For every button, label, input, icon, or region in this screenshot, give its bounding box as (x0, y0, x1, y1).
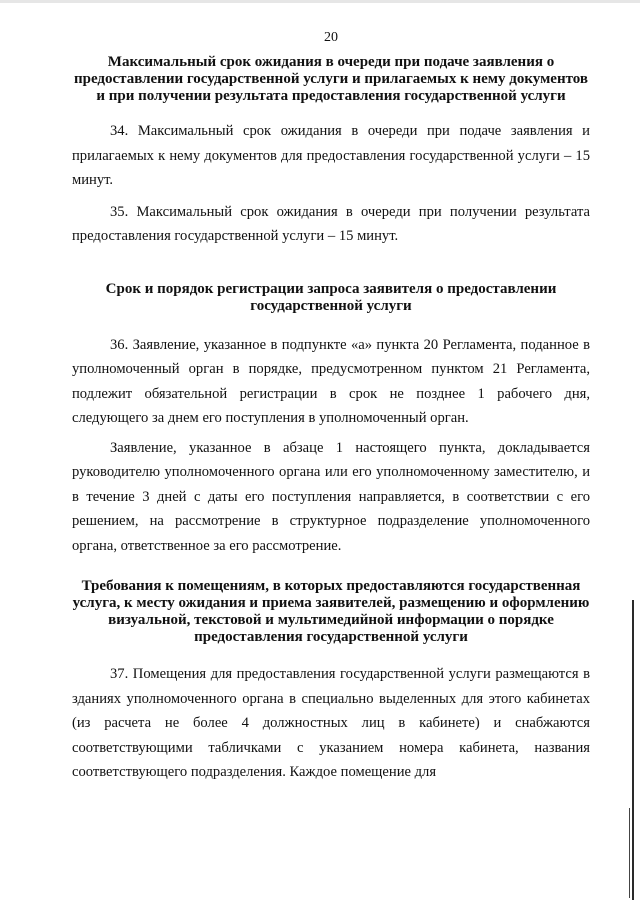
scan-right-edge-mark (629, 808, 630, 898)
section-heading-premises: Требования к помещениям, в которых предоставляются государственная услуга, к месту ожидания и приема заявителей, размещению и оформлению визуальной, текстовой и мультимедийной информации о порядке предоставления государственной услуги (72, 578, 590, 645)
scan-right-edge (632, 600, 634, 900)
section-heading-waiting-time: Максимальный срок ожидания в очереди при подаче заявления о предоставлении государственной услуги и прилагаемых к нему документов и при получении результата предоставления государственной услуги (73, 54, 589, 104)
paragraph-36: 36. Заявление, указанное в подпункте «а» пункта 20 Регламента, поданное в уполномоченный орган в порядке, предусмотренном пунктом 21 Регламента, подлежит обязательной регистрации в срок не позднее 1 рабочего дня, следующего за днем его поступления в уполномоченный орган. (72, 336, 590, 426)
document-page (72, 30, 590, 785)
section-heading-registration: Срок и порядок регистрации запроса заявителя о предоставлении государственной услуги (105, 280, 557, 314)
scan-top-edge (0, 0, 640, 3)
page-number: 20 (324, 30, 338, 45)
paragraph-35: 35. Максимальный срок ожидания в очереди при получении результата предоставления государственной услуги – 15 минут. (72, 203, 590, 244)
paragraph-34: 34. Максимальный срок ожидания в очереди при подаче заявления и прилагаемых к нему документов для предоставления государственной услуги – 15 минут. (72, 123, 590, 188)
paragraph-37: 37. Помещения для предоставления государственной услуги размещаются в зданиях уполномоченного органа в специально выделенных для этого кабинетах (из расчета не более 4 должностных лиц в кабинете) и снабжаются соответствующими табличками с указанием номера кабинета, названия соответствующего подразделения. Каждое помещение для (72, 666, 590, 780)
paragraph-36-continued: Заявление, указанное в абзаце 1 настоящего пункта, докладывается руководителю уполномоченного органа или его уполномоченному заместителю, и в течение 3 дней с даты его поступления направляется, в соответствии с его решением, на рассмотрение в структурное подразделение уполномоченного органа, ответственное за его рассмотрение. (72, 439, 590, 554)
